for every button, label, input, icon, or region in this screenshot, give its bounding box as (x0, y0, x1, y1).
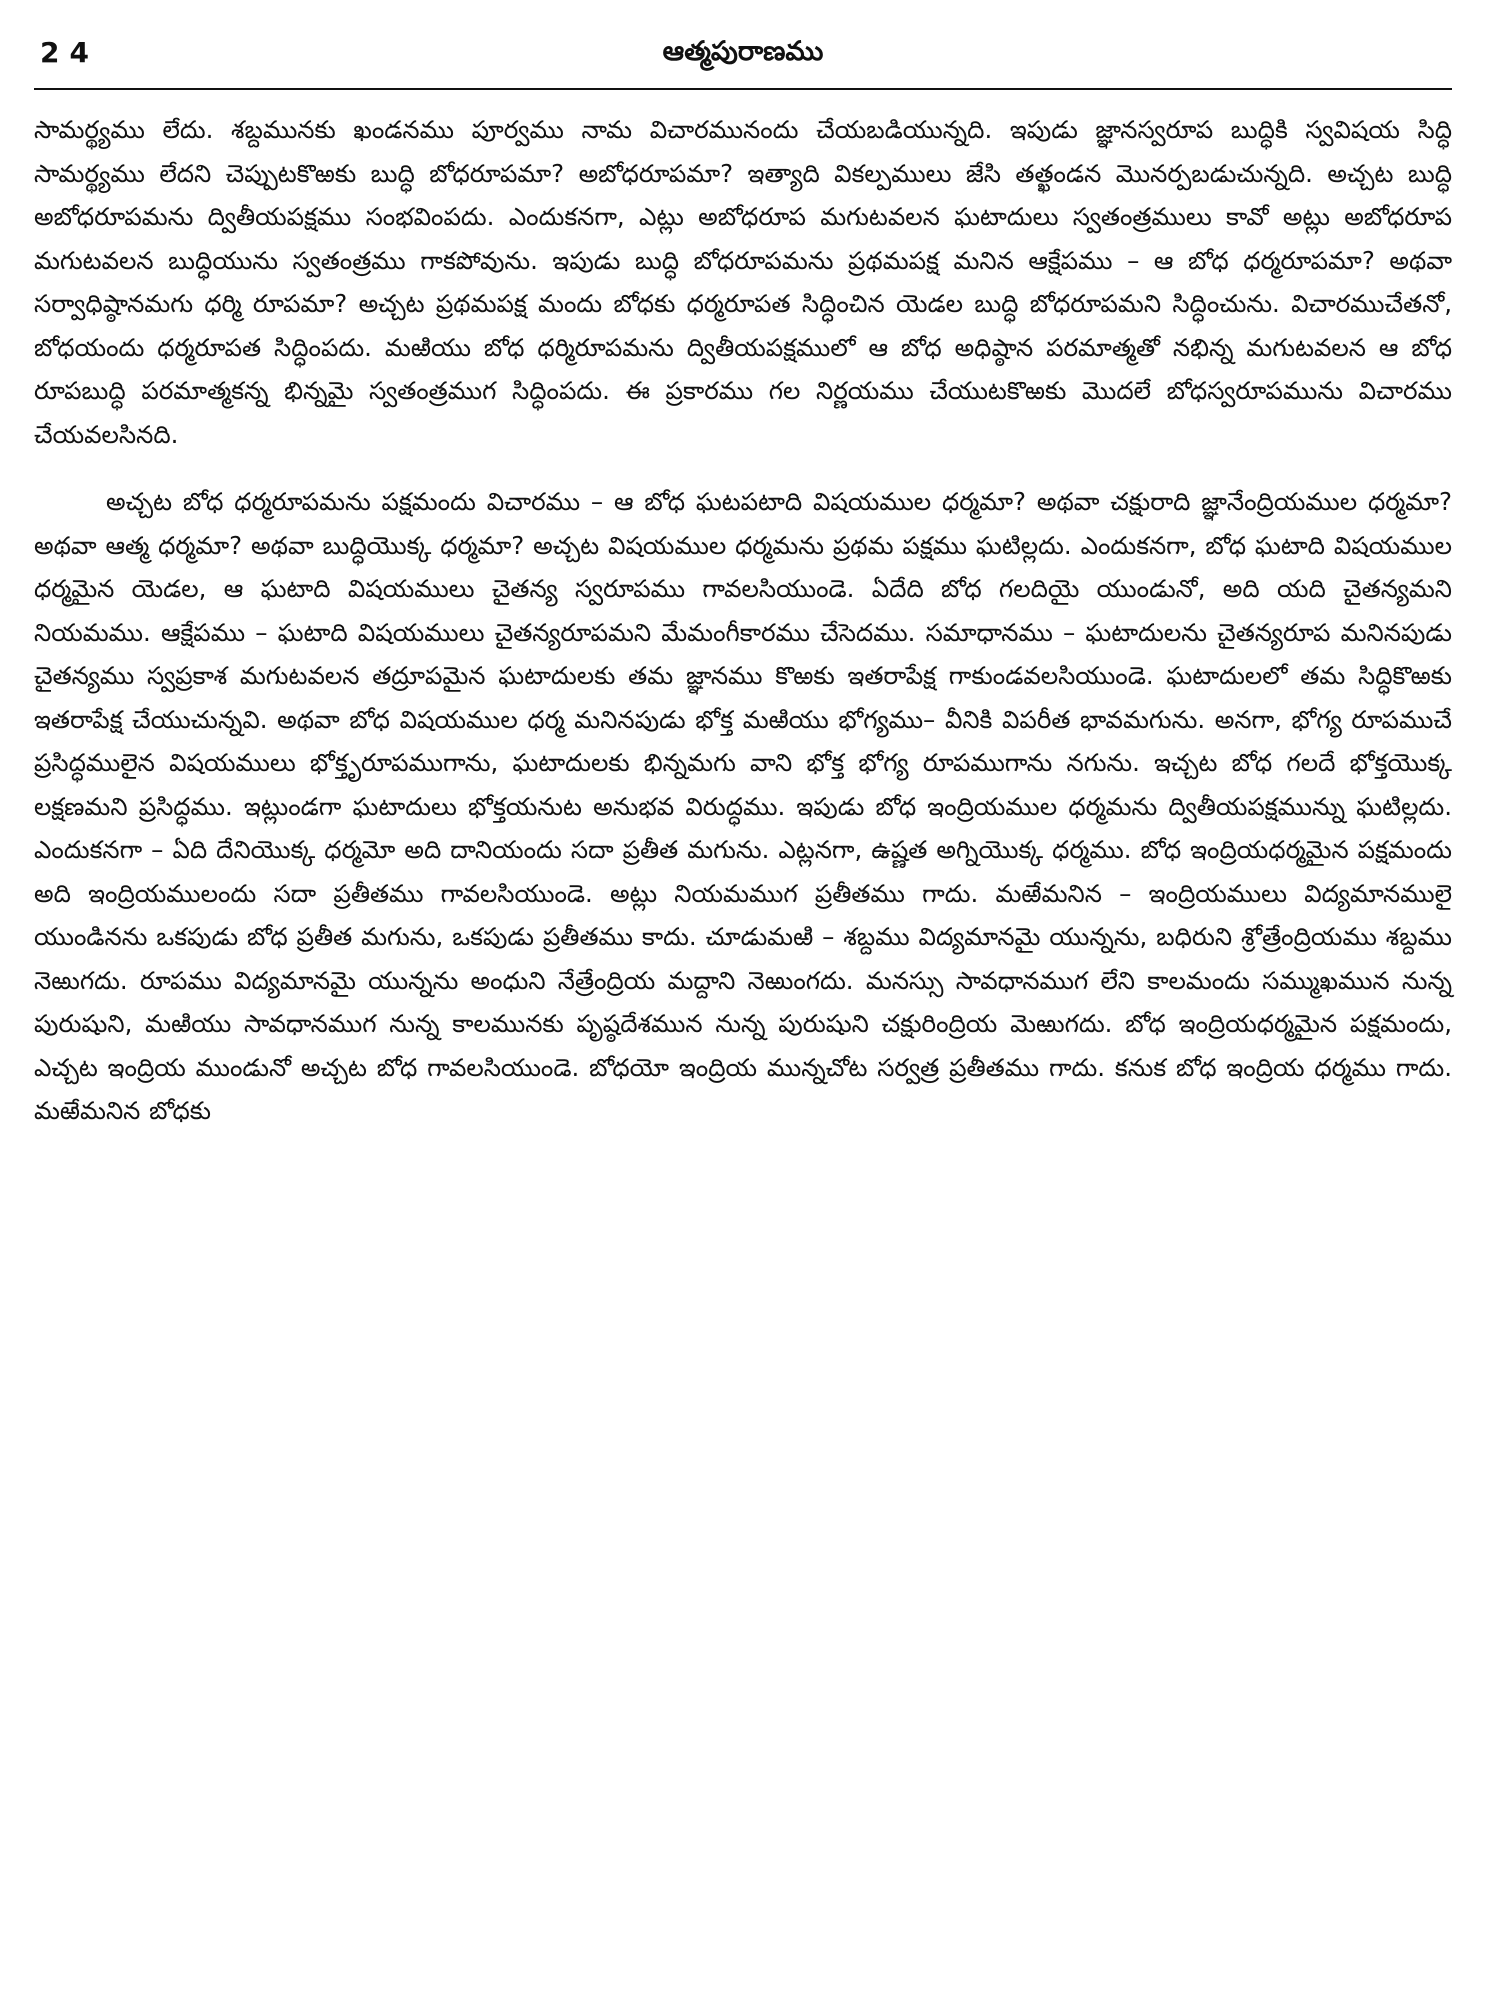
paragraph-1: సామర్థ్యము లేదు. శబ్దమునకు ఖండనము పూర్వము నామ విచారమునందు చేయబడియున్నది. ఇపుడు జ్ఞానస్వరూప బుద్ధికి స్వవిషయ సిద్ధి సామర్థ్యము లేదని చెప్పుటకొఱకు బుద్ధి బోధరూపమా? అబోధరూపమా? ఇత్యాది వికల్పములు జేసి తత్ఖండన మొనర్పబడుచున్నది. అచ్చట బుద్ధి అబోధరూపమను ద్వితీయపక్షము సంభవింపదు. ఎందుకనగా, ఎట్లు అబోధరూప మగుటవలన ఘటాదులు స్వతంత్రములు కావో అట్లు అబోధరూప మగుటవలన బుద్ధియును స్వతంత్రము గాకపోవును. ఇపుడు బుద్ధి బోధరూపమను ప్రథమపక్ష మనిన ఆక్షేపము – ఆ బోధ ధర్మరూపమా? అథవా సర్వాధిష్ఠానమగు ధర్మి రూపమా? అచ్చట ప్రథమపక్ష మందు బోధకు ధర్మరూపత సిద్ధించిన యెడల బుద్ధి బోధరూపమని సిద్ధించును. విచారముచేతనో, బోధయందు ధర్మరూపత సిద్ధింపదు. మఱియు బోధ ధర్మిరూపమను ద్వితీయపక్షములో ఆ బోధ అధిష్ఠాన పరమాత్మతో నభిన్న మగుటవలన ఆ బోధ రూపబుద్ధి పరమాత్మకన్న భిన్నమై స్వతంత్రముగ సిద్ధింపదు. ఈ ప్రకారము గల నిర్ణయము చేయుటకొఱకు మొదలే బోధస్వరూపమును విచారము చేయవలసినది. (34, 115, 1452, 449)
paragraph-2: అచ్చట బోధ ధర్మరూపమను పక్షమందు విచారము – ఆ బోధ ఘటపటాది విషయముల ధర్మమా? అథవా చక్షురాది జ్ఞానేంద్రియముల ధర్మమా? అథవా ఆత్మ ధర్మమా? అథవా బుద్ధియొక్క ధర్మమా? అచ్చట విషయముల ధర్మమను ప్రథమ పక్షము ఘటిల్లదు. ఎందుకనగా, బోధ ఘటాది విషయముల ధర్మమైన యెడల, ఆ ఘటాది విషయములు చైతన్య స్వరూపము గావలసియుండె. ఏదేది బోధ గలదియై యుండునో, అది యది చైతన్యమని నియమము. ఆక్షేపము – ఘటాది విషయములు చైతన్యరూపమని మేమంగీకారము చేసెదము. సమాధానము – ఘటాదులను చైతన్యరూప మనినపుడు చైతన్యము స్వప్రకాశ మగుటవలన తద్రూపమైన ఘటాదులకు తమ జ్ఞానము కొఱకు ఇతరాపేక్ష గాకుండవలసియుండె. ఘటాదులలో తమ సిద్ధికొఱకు ఇతరాపేక్ష చేయుచున్నవి. అథవా బోధ విషయముల ధర్మ మనినపుడు భోక్త మఱియు భోగ్యము– వీనికి విపరీత భావమగును. అనగా, భోగ్య రూపముచే ప్రసిద్ధములైన విషయములు భోక్తృరూపముగాను, ఘటాదులకు భిన్నమగు వాని భోక్త భోగ్య రూపముగాను నగును. ఇచ్చట బోధ గలదే భోక్తయొక్క లక్షణమని ప్రసిద్ధము. ఇట్లుండగా ఘటాదులు భోక్తయనుట అనుభవ విరుద్ధము. ఇపుడు బోధ ఇంద్రియముల ధర్మమను ద్వితీయపక్షమున్ను ఘటిల్లదు. ఎందుకనగా – ఏది దేనియొక్క ధర్మమో అది దానియందు సదా ప్రతీత మగును. ఎట్లనగా, ఉష్ణత అగ్నియొక్క ధర్మము. బోధ ఇంద్రియధర్మమైన పక్షమందు అది ఇంద్రియములందు సదా ప్రతీతము గావలసియుండె. అట్లు నియమముగ ప్రతీతము గాదు. మఱేమనిన – ఇంద్రియములు విద్యమానములై యుండినను ఒకపుడు బోధ ప్రతీత మగును, ఒకపుడు ప్రతీతము కాదు. చూడుమఱి – శబ్దము విద్యమానమై యున్నను, బధిరుని శ్రోత్రేంద్రియము శబ్దము నెఱుగదు. రూపము విద్యమానమై యున్నను అంధుని నేత్రేంద్రియ మద్దాని నెఱుంగదు. మనస్సు సావధానముగ లేని కాలమందు సమ్ముఖమున నున్న పురుషుని, మఱియు సావధానముగ నున్న కాలమునకు పృష్ఠదేశమున నున్న పురుషుని చక్షురింద్రియ మెఱుగదు. బోధ ఇంద్రియధర్మమైన పక్షమందు, ఎచ్చట ఇంద్రియ ముండునో అచ్చట బోధ గావలసియుండె. బోధయో ఇంద్రియ మున్నచోట సర్వత్ర ప్రతీతము గాదు. కనుక బోధ ఇంద్రియ ధర్మము గాదు. మఱేమనిన బోధకు (34, 487, 1452, 1125)
page-number: 24 (40, 36, 99, 69)
running-title: ఆత్మపురాణము (662, 36, 824, 67)
page-header (34, 30, 1452, 90)
body-text (34, 108, 1452, 1133)
